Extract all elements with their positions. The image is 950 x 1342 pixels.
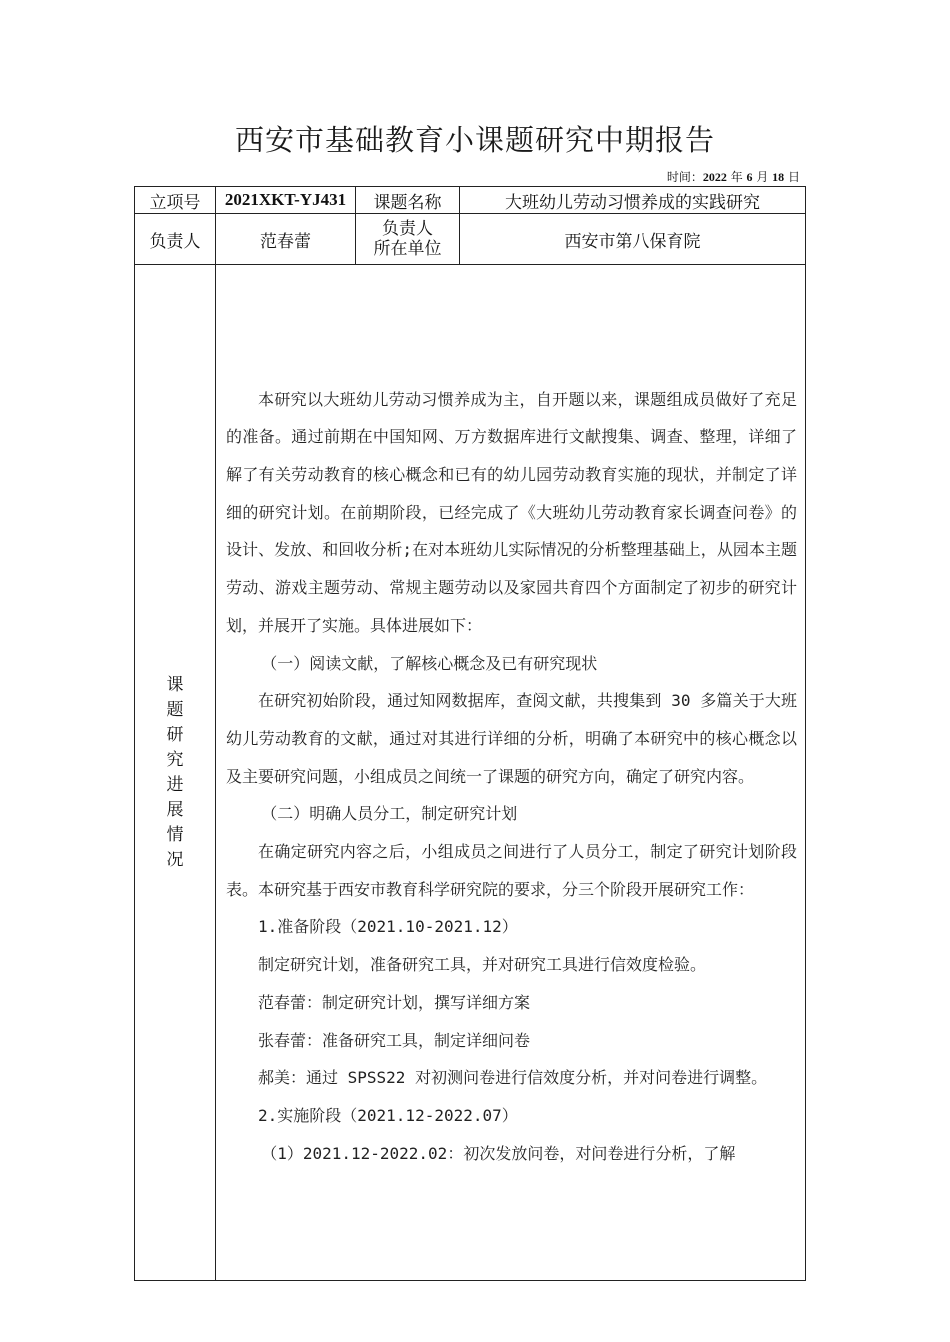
table-row [135,187,806,214]
progress-paragraph: （1）2021.12-2022.02：初次发放问卷，对问卷进行分析，了解 [261,1143,736,1163]
topic-label: 课题名称 [356,187,460,214]
progress-heading: （二）明确人员分工，制定研究计划 [261,804,518,824]
report-table [134,186,806,1281]
task-item: 范春蕾：制定研究计划，撰写详细方案 [258,992,531,1012]
project-no-label: 立项号 [135,187,216,214]
date-prefix: 时间： [666,170,703,184]
date-year: 2022 [702,170,727,184]
progress-label: 课题研究进展情况 [166,674,184,870]
unit-label [356,214,460,265]
table-row [135,214,806,265]
task-item: 张春蕾：准备研究工具，制定详细问卷 [258,1030,531,1050]
progress-content-cell [216,265,806,1281]
date-day-unit: 日 [784,170,800,184]
progress-paragraph: 在确定研究内容之后，小组成员之间进行了人员分工，制定了研究计划阶段表。本研究基于西安市教育科学研究院的要求，分三个阶段开展研究工作： [226,842,797,899]
date-month: 6 [746,170,753,184]
topic-value: 大班幼儿劳动习惯养成的实践研究 [460,187,806,214]
progress-heading: （一）阅读文献，了解核心概念及已有研究现状 [261,653,598,673]
progress-paragraph: 本研究以大班幼儿劳动习惯养成为主，自开题以来，课题组成员做好了充足的准备。通过前期在中国知网、万方数据库进行文献搜集、调查、整理，详细了解了有关劳动教育的核心概念和已有的幼儿园劳动教育实施的现状，并制定了详细的研究计划。在前期阶段，已经完成了《大班幼儿劳动教育家长调查问卷》的设计、发放、和回收分析;在对本班幼儿实际情况的分析整理基础上，从园本主题劳动、游戏主题劳动、常规主题劳动以及家园共育四个方面制定了初步的研究计划，并展开了实施。具体进展如下： [226,389,797,635]
progress-paragraph: 制定研究计划，准备研究工具，并对研究工具进行信效度检验。 [258,955,707,975]
task-item: 郝美：通过 SPSS22 对初测问卷进行信效度分析，并对问卷进行调整。 [258,1068,768,1088]
unit-value: 西安市第八保育院 [460,214,806,265]
date-year-unit: 年 [726,170,747,184]
date-month-unit: 月 [752,170,773,184]
unit-label-line2: 所在单位 [373,239,442,259]
report-date [667,168,800,185]
progress-label-cell [135,265,216,1281]
leader-value: 范春蕾 [216,214,356,265]
stage-heading: 1.准备阶段（2021.10-2021.12） [258,917,518,937]
leader-label: 负责人 [135,214,216,265]
progress-content [216,373,805,1173]
report-title: 西安市基础教育小课题研究中期报告 [234,123,715,157]
progress-paragraph: 在研究初始阶段，通过知网数据库，查阅文献，共搜集到 30 多篇关于大班幼儿劳动教育的文献，通过对其进行详细的分析，明确了本研究中的核心概念以及主要研究问题，小组成员之间统一了课题的研究方向，确定了研究内容。 [226,691,797,786]
unit-label-line1: 负责人 [382,219,433,239]
project-no-value: 2021XKT-YJ431 [216,187,356,214]
stage-heading: 2.实施阶段（2021.12-2022.07） [258,1105,518,1125]
date-day: 18 [772,170,785,184]
table-row [135,265,806,1281]
